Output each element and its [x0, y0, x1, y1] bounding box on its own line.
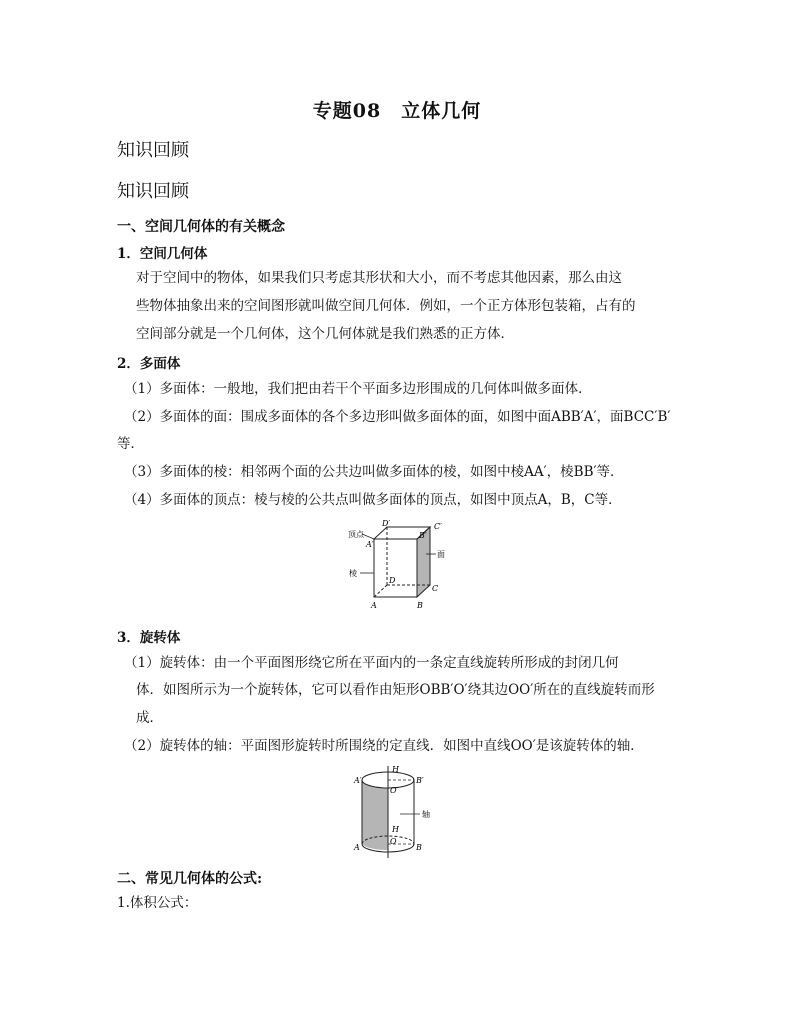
hidden-edge	[374, 585, 387, 597]
label-C1: C′	[434, 522, 442, 531]
paragraph-line: （1）旋转体：由一个平面图形绕它所在平面内的一条定直线旋转所形成的封闭几何	[124, 655, 619, 671]
part1-heading: 一、空间几何体的有关概念	[117, 219, 285, 235]
front-face	[374, 539, 417, 597]
paragraph-line: 成．	[136, 710, 163, 726]
paragraph-line: （3）多面体的棱：相邻两个面的公共边叫做多面体的棱，如图中棱AA′，棱BB′等．	[124, 464, 624, 480]
label-H1: H	[392, 765, 399, 774]
label-A1: A′	[366, 540, 374, 549]
label-D1: D′	[382, 520, 391, 528]
label-face: 面	[437, 550, 445, 559]
part2-heading: 二、常见几何体的公式:	[117, 871, 263, 887]
paragraph-line: 等．	[117, 436, 144, 452]
paragraph-line: 对于空间中的物体，如果我们只考虑其形状和大小，而不考虑其他因素，那么由这	[136, 270, 622, 286]
label-C: C	[432, 584, 439, 593]
label-B: B	[416, 843, 422, 852]
label-H: H	[392, 825, 399, 834]
label-B: B	[417, 601, 423, 610]
label-B1: B′	[416, 776, 424, 785]
label-A: A	[371, 601, 377, 610]
paragraph-line: （2）旋转体的轴：平面图形旋转时所围绕的定直线．如图中直线OO′是该旋转体的轴．	[124, 738, 644, 754]
paragraph-line: （2）多面体的面：围成多面体的各个多边形叫做多面体的面，如图中面ABB′A′，面BCC′B′	[124, 409, 671, 425]
label-O1: O′	[390, 786, 399, 795]
page-title: 专题08 立体几何	[312, 100, 482, 122]
item2-heading: 2．多面体	[117, 356, 181, 372]
label-A: A	[354, 843, 360, 852]
prism-figure	[340, 520, 460, 612]
label-A1: A′	[354, 776, 362, 785]
item3-heading: 3．旋转体	[117, 630, 181, 646]
label-O: O	[390, 837, 397, 846]
section-label: 知识回顾	[117, 181, 189, 202]
label-edge: 棱	[349, 569, 357, 578]
label-vertex: 顶点	[348, 530, 364, 539]
label-D: D	[389, 576, 396, 585]
cylinder-figure	[340, 764, 450, 860]
label-axis: 轴	[422, 810, 430, 819]
paragraph-line: 空间部分就是一个几何体，这个几何体就是我们熟悉的正方体．	[136, 326, 514, 342]
paragraph-line: （4）多面体的顶点：棱与棱的公共点叫做多面体的顶点，如图中顶点A，B，C等．	[124, 492, 622, 508]
paragraph-line: （1）多面体：一般地，我们把由若干个平面多边形围成的几何体叫做多面体．	[124, 381, 592, 397]
label-B1: B′	[419, 531, 427, 540]
paragraph-line: 些物体抽象出来的空间图形就叫做空间几何体．例如，一个正方体形包装箱，占有的	[136, 298, 636, 314]
paragraph-line: 体．如图所示为一个旋转体，它可以看作由矩形OBB′O′绕其边OO′所在的直线旋转而形	[136, 682, 655, 698]
section-label: 知识回顾	[117, 140, 189, 161]
paragraph-line: 1.体积公式：	[117, 895, 198, 911]
item1-heading: 1．空间几何体	[117, 246, 208, 262]
